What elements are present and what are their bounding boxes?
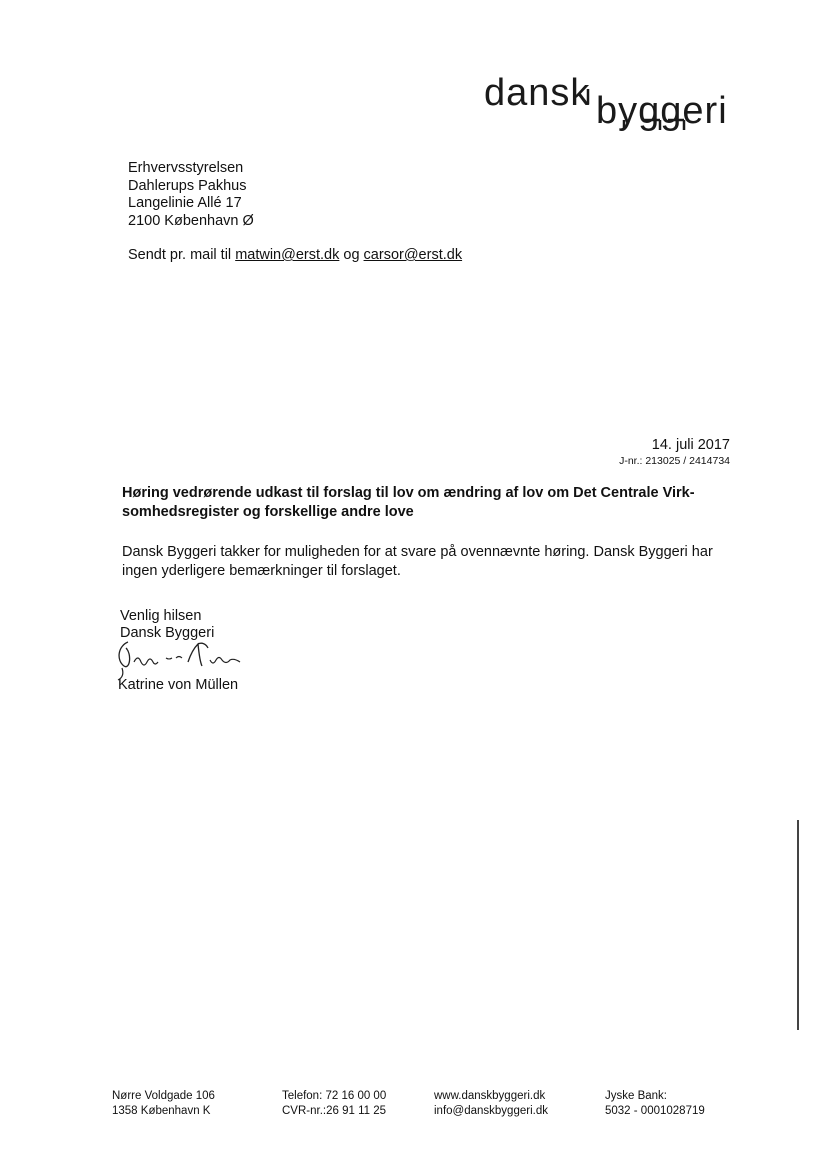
scan-edge-line bbox=[797, 820, 799, 1030]
letter-date: 14. juli 2017 bbox=[651, 437, 730, 453]
letter-subject bbox=[122, 484, 722, 522]
signer-name: Katrine von Müllen bbox=[118, 677, 239, 693]
recipient-line: Langelinie Allé 17 bbox=[128, 195, 242, 211]
footer-bank-account: 5032 - 0001028719 bbox=[605, 1105, 705, 1117]
footer-contact bbox=[282, 1089, 386, 1119]
journal-number: J-nr.: 213025 / 2414734 bbox=[619, 455, 730, 467]
subject-line: somhedsregister og forskellige andre love bbox=[122, 504, 414, 520]
footer-address-line: 1358 København K bbox=[112, 1105, 211, 1117]
logo-word-byggeri: byggeri bbox=[596, 90, 728, 132]
recipient-line: 2100 København Ø bbox=[128, 212, 254, 229]
subject-line: Høring vedrørende udkast til forslag til lov om ændring af lov om Det Centrale Virk- bbox=[122, 485, 695, 501]
footer-address-line: Nørre Voldgade 106 bbox=[112, 1090, 215, 1102]
footer-address bbox=[112, 1089, 215, 1119]
sent-prefix: Sendt pr. mail til bbox=[128, 247, 236, 263]
letter-body bbox=[122, 543, 732, 580]
footer-email-link[interactable]: info@danskbyggeri.dk bbox=[434, 1105, 548, 1117]
recipient-address bbox=[128, 160, 254, 230]
footer-bank-name: Jyske Bank: bbox=[605, 1090, 667, 1102]
recipient-line: Erhvervsstyrelsen bbox=[128, 160, 244, 176]
footer-web bbox=[434, 1089, 548, 1119]
company-logo bbox=[484, 72, 744, 142]
recipient-line: Dahlerups Pakhus bbox=[128, 177, 247, 194]
footer-cvr: CVR-nr.:26 91 11 25 bbox=[282, 1105, 386, 1117]
closing-greeting: Venlig hilsen bbox=[120, 608, 202, 624]
logo-word-dansk: dansk bbox=[484, 72, 591, 114]
footer-website-link[interactable]: www.danskbyggeri.dk bbox=[434, 1090, 546, 1102]
sent-by-mail-line bbox=[128, 247, 462, 263]
email-link-carsor[interactable]: carsor@erst.dk bbox=[363, 247, 463, 263]
body-line: Dansk Byggeri takker for muligheden for at svare på ovennævnte høring. Dansk Byggeri har bbox=[122, 544, 713, 560]
footer-phone: Telefon: 72 16 00 00 bbox=[282, 1090, 387, 1102]
closing-organization: Dansk Byggeri bbox=[120, 625, 215, 641]
footer-bank bbox=[605, 1089, 705, 1119]
logo-connector-marks bbox=[484, 72, 744, 142]
sent-middle: og bbox=[339, 247, 364, 263]
body-line: ingen yderligere bemærkninger til forslaget. bbox=[122, 562, 401, 579]
email-link-matwin[interactable]: matwin@erst.dk bbox=[235, 247, 340, 263]
